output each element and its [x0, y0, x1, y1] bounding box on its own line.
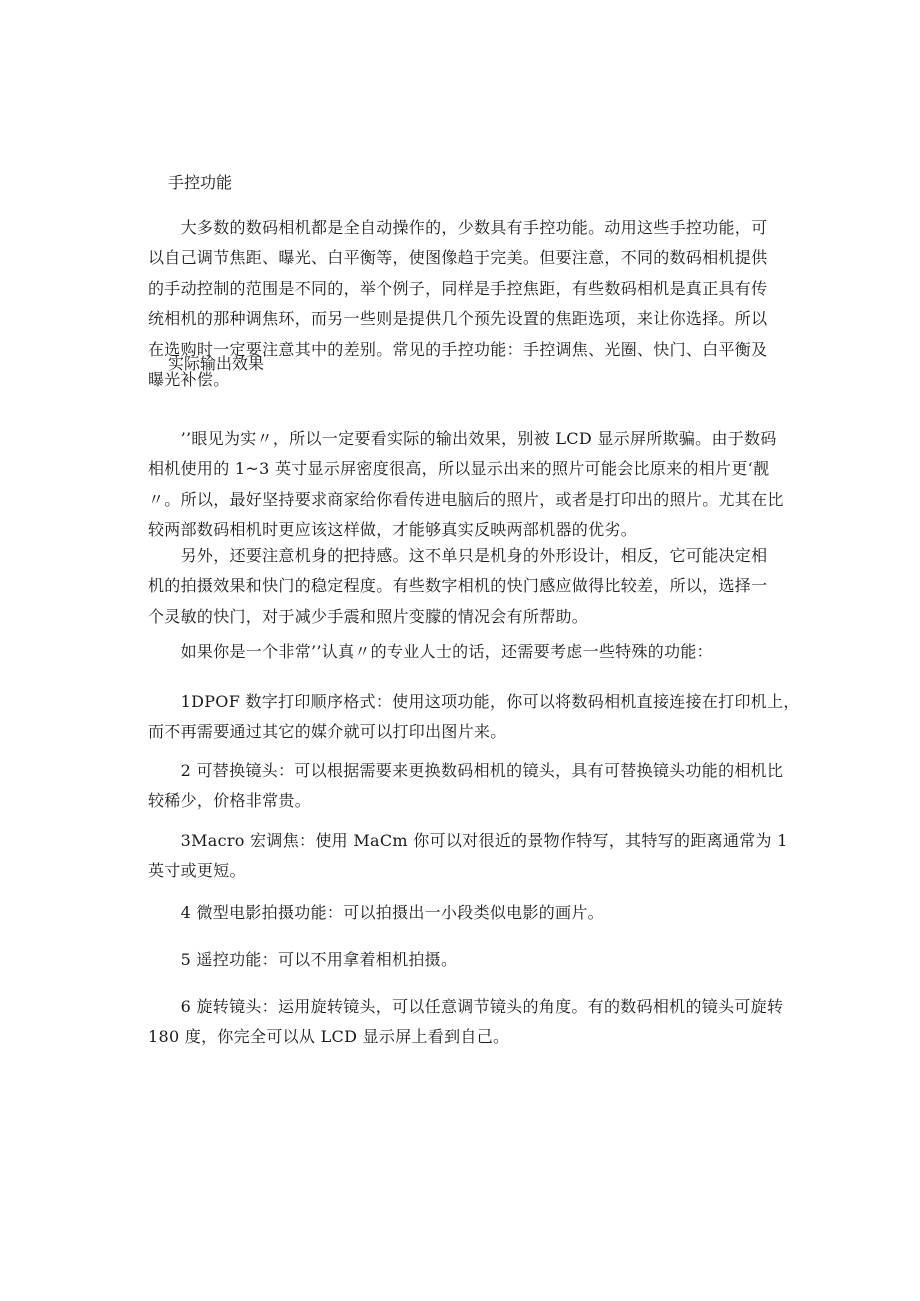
text-line: 大多数的数码相机都是全自动操作的，少数具有手控功能。动用这些手控功能，可 [148, 218, 768, 237]
paragraph-grip [148, 541, 798, 632]
text-line: 如果你是一个非常’’认真〃的专业人士的话，还需要考虑一些特殊的功能： [148, 642, 713, 661]
section-heading-actual-output: 实际输出效果 [168, 354, 265, 373]
text-line: 而不再需要通过其它的媒介就可以打印出图片来。 [148, 722, 507, 742]
paragraph-actual-output [148, 424, 798, 546]
paragraph-special-features-intro [148, 637, 798, 667]
text-line: 4 微型电影拍摄功能：可以拍摄出一小段类似电影的画片。 [148, 903, 604, 922]
text-line: 在选购时一定要注意其中的差别。常见的手控功能：手控调焦、光圈、快门、白平衡及 [148, 339, 768, 359]
text-line: 相机使用的 1~3 英寸显示屏密度很高，所以显示出来的照片可能会比原来的相片更‘靓 [148, 459, 770, 479]
text-line: 个灵敏的快门，对于减少手震和照片变朦的情况会有所帮助。 [148, 606, 589, 626]
text-line: 较稀少，价格非常贵。 [148, 791, 312, 811]
list-item-swivel-lens [148, 992, 798, 1053]
text-line: ’’眼见为实〃，所以一定要看实际的输出效果，别被 LCD 显示屏所欺骗。由于数码 [148, 429, 777, 448]
text-line: 较两部数码相机时更应该这样做，才能够真实反映两部机器的优劣。 [148, 520, 638, 540]
text-line: 曝光补偿。 [148, 369, 230, 389]
list-item-macro [148, 826, 798, 887]
text-line: 以自己调节焦距、曝光、白平衡等，使图像趋于完美。但要注意，不同的数码相机提供 [148, 248, 768, 268]
text-line: 〃。所以，最好坚持要求商家给你看传进电脑后的照片，或者是打印出的照片。尤其在比 [148, 489, 784, 509]
text-line: 5 遥控功能：可以不用拿着相机拍摄。 [148, 950, 458, 969]
text-line: 另外，还要注意机身的把持感。这不单只是机身的外形设计，相反，它可能决定相 [148, 546, 768, 565]
text-line: 机的拍摄效果和快门的稳定程度。有些数字相机的快门感应做得比较差，所以，选择一 [148, 576, 768, 596]
text-line: 180 度，你完全可以从 LCD 显示屏上看到自己。 [148, 1027, 510, 1047]
list-item-remote [148, 945, 798, 975]
text-line: 统相机的那种调焦环，而另一些则是提供几个预先设置的焦距选项，来让你选择。所以 [148, 309, 768, 329]
text-line: 2 可替换镜头：可以根据需要来更换数码相机的镜头，具有可替换镜头功能的相机比 [148, 761, 784, 780]
text-line: 3Macro 宏调焦：使用 MaCm 你可以对很近的景物作特写，其特写的距离通常为 1 [148, 831, 788, 850]
list-item-dpof [148, 687, 798, 748]
list-item-movie [148, 898, 798, 928]
text-line: 6 旋转镜头：运用旋转镜头，可以任意调节镜头的角度。有的数码相机的镜头可旋转 [148, 997, 784, 1016]
text-line: 的手动控制的范围是不同的，举个例子，同样是手控焦距，有些数码相机是真正具有传 [148, 278, 768, 298]
text-line: 英寸或更短。 [148, 861, 246, 881]
text-line: 1DPOF 数字打印顺序格式：使用这项功能，你可以将数码相机直接连接在打印机上， [148, 692, 800, 711]
section-heading-manual-control: 手控功能 [168, 173, 233, 192]
list-item-interchangeable-lens [148, 756, 798, 817]
